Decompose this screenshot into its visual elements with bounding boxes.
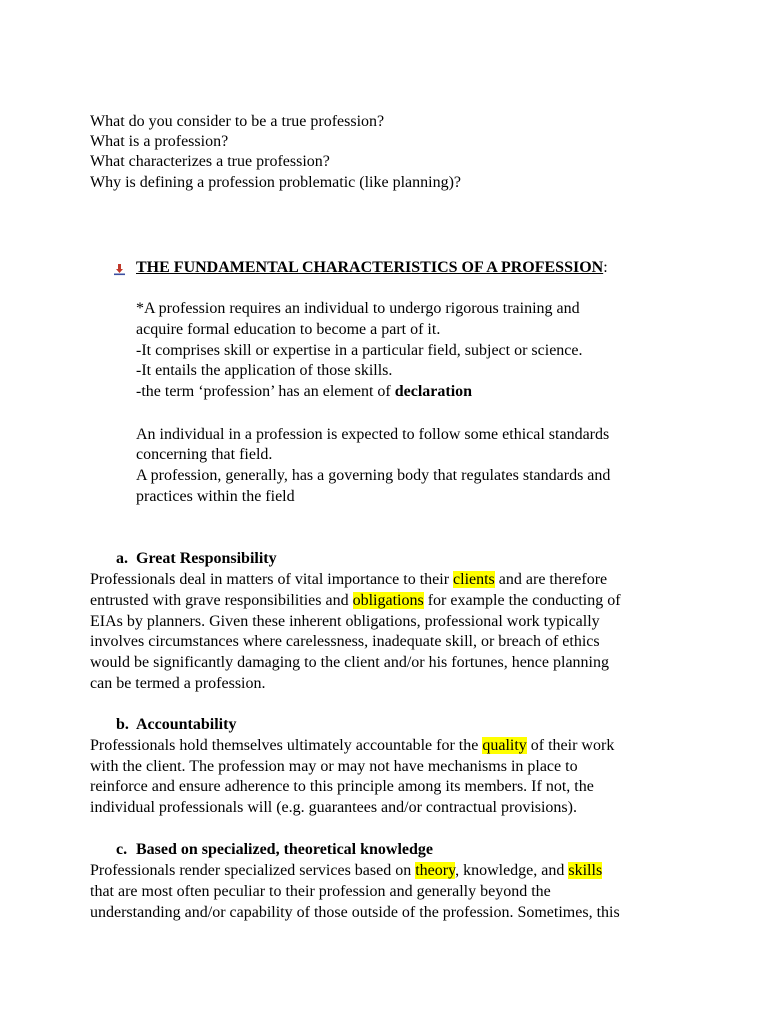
text-run: for example the conducting of xyxy=(423,592,621,609)
section-c-line-2: that are most often peculiar to their profession and generally beyond the xyxy=(90,883,551,900)
section-heading xyxy=(136,258,608,278)
intro-p2-line-2: concerning that field. xyxy=(136,446,273,463)
section-a-line-4: involves circumstances where carelessness, inadequate skill, or breach of ethics xyxy=(90,633,600,650)
highlight-clients: clients xyxy=(453,571,495,588)
section-b-label: b. xyxy=(116,716,129,733)
section-a-line-1 xyxy=(90,570,607,590)
text-run: Professionals deal in matters of vital importance to their xyxy=(90,571,454,588)
section-b-line-4: individual professionals will (e.g. guarantees and/or contractual provisions). xyxy=(90,799,577,816)
section-a-title: Great Responsibility xyxy=(136,550,277,567)
intro-p2-line-3: A profession, generally, has a governing body that regulates standards and xyxy=(136,467,611,484)
declaration-term: declaration xyxy=(394,383,473,400)
intro-p2-line-4: practices within the field xyxy=(136,488,295,505)
section-a-line-3: EIAs by planners. Given these inherent obligations, professional work typically xyxy=(90,613,600,630)
text-run: Professionals render specialized services based on xyxy=(90,862,416,879)
section-a-line-5: would be significantly damaging to the client and/or his fortunes, hence planning xyxy=(90,654,609,671)
intro-line-2: acquire formal education to become a part of it. xyxy=(136,321,441,338)
section-c-line-1 xyxy=(90,861,602,881)
section-b-line-2: with the client. The profession may or may not have mechanisms in place to xyxy=(90,758,578,775)
section-c-heading xyxy=(116,840,433,860)
section-a-heading xyxy=(116,549,277,569)
arrow-bullet-icon xyxy=(112,262,126,276)
text-run: Professionals hold themselves ultimately accountable for the xyxy=(90,737,483,754)
text-run: of their work xyxy=(526,737,615,754)
heading-colon: : xyxy=(603,259,608,276)
intro-line-5 xyxy=(136,382,472,402)
question-1: What do you consider to be a true profession? xyxy=(90,113,385,130)
intro-line-1: *A profession requires an individual to undergo rigorous training and xyxy=(136,300,580,317)
section-c-label: c. xyxy=(116,841,128,858)
text-run: , knowledge, and xyxy=(455,862,569,879)
section-b-line-3: reinforce and ensure adherence to this principle among its members. If not, the xyxy=(90,778,594,795)
section-b-line-1 xyxy=(90,736,614,756)
intro-line-3: -It comprises skill or expertise in a particular field, subject or science. xyxy=(136,342,583,359)
highlight-quality: quality xyxy=(482,737,527,754)
section-a-label: a. xyxy=(116,550,128,567)
highlight-obligations: obligations xyxy=(352,592,424,609)
intro-line-5-text: -the term ‘profession’ has an element of xyxy=(136,383,395,400)
section-a-line-6: can be termed a profession. xyxy=(90,675,266,692)
question-4: Why is defining a profession problematic (like planning)? xyxy=(90,174,462,191)
text-run: entrusted with grave responsibilities and xyxy=(90,592,353,609)
highlight-theory: theory xyxy=(415,862,456,879)
section-c-title: Based on specialized, theoretical knowledge xyxy=(136,841,434,858)
intro-line-4: -It entails the application of those skills. xyxy=(136,362,393,379)
section-b-heading xyxy=(116,715,236,735)
section-a-line-2 xyxy=(90,591,621,611)
text-run: and are therefore xyxy=(494,571,608,588)
question-2: What is a profession? xyxy=(90,133,229,150)
heading-text: THE FUNDAMENTAL CHARACTERISTICS OF A PROFESSION xyxy=(136,259,604,276)
section-c-line-3: understanding and/or capability of those outside of the profession. Sometimes, this xyxy=(90,904,620,921)
section-b-title: Accountability xyxy=(136,716,237,733)
question-3: What characterizes a true profession? xyxy=(90,153,330,170)
intro-p2-line-1: An individual in a profession is expected to follow some ethical standards xyxy=(136,426,610,443)
highlight-skills: skills xyxy=(568,862,603,879)
